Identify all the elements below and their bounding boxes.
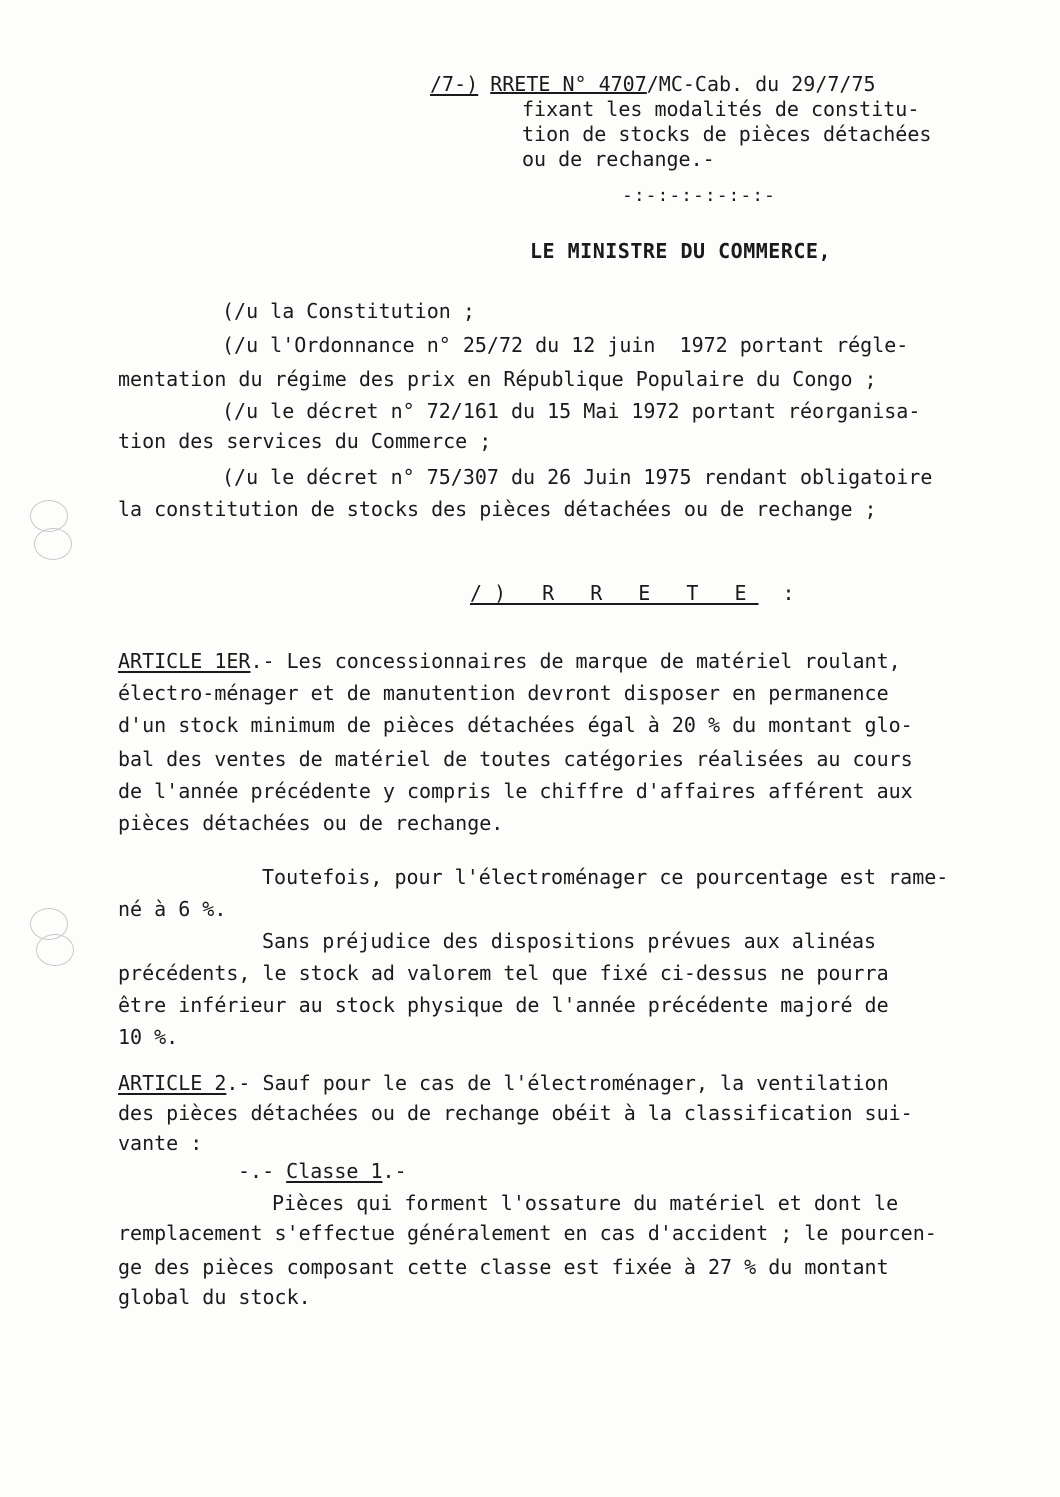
separator: -:-:-:-:-:-:- [622, 185, 776, 206]
article-1-first-line [118, 646, 901, 677]
article-2-first-line [118, 1068, 889, 1099]
visa-line-3: mentation du régime des prix en République Populaire du Congo ; [118, 367, 877, 391]
decree-title-colon: : [782, 581, 795, 605]
visa-line-1: (/u la Constitution ; [222, 299, 475, 323]
punch-hole-mark [30, 500, 68, 532]
article-1-line-6: pièces détachées ou de rechange. [118, 811, 504, 835]
article-1-para3-line-3: être inférieur au stock physique de l'année précédente majoré de [118, 993, 889, 1017]
class-1-line-3: ge des pièces composant cette classe est fixée à 27 % du montant [118, 1255, 889, 1279]
article-1-line-3: d'un stock minimum de pièces détachées égal à 20 % du montant glo- [118, 713, 913, 737]
authority-heading: LE MINISTRE DU COMMERCE, [530, 239, 831, 263]
article-1-para3-line-2: précédents, le stock ad valorem tel que fixé ci-dessus ne pourra [118, 961, 889, 985]
class-1-heading [238, 1156, 407, 1187]
header-reference-line [430, 72, 990, 97]
visa-line-4: (/u le décret n° 72/161 du 15 Mai 1972 portant réorganisa- [222, 399, 921, 423]
class-1-line-4: global du stock. [118, 1285, 311, 1309]
article-2-label: ARTICLE 2 [118, 1071, 227, 1095]
header-subject-line-3: ou de rechange.- [522, 147, 715, 171]
header-reference-rest: /MC-Cab. du 29/7/75 [646, 72, 876, 96]
article-1-line-1: .- Les concessionnaires de marque de matériel roulant, [250, 649, 901, 673]
class-1-label: Classe 1 [286, 1159, 383, 1183]
article-1-para2-line-2: né à 6 %. [118, 897, 227, 921]
header-subject-line-2: tion de stocks de pièces détachées [522, 122, 932, 146]
class-1-line-1: Pièces qui forment l'ossature du matériel et dont le [272, 1191, 899, 1215]
article-2-line-3: vante : [118, 1131, 203, 1155]
decree-title [470, 578, 795, 609]
article-1-line-2: électro-ménager et de manutention devront disposer en permanence [118, 681, 889, 705]
header-subject-line-1: fixant les modalités de constitu- [522, 97, 920, 121]
article-2-line-1: .- Sauf pour le cas de l'électroménager, la ventilation [226, 1071, 889, 1095]
article-1-line-5: de l'année précédente y compris le chiffre d'affaires afférent aux [118, 779, 913, 803]
article-2-line-2: des pièces détachées ou de rechange obéit à la classification sui- [118, 1101, 913, 1125]
visa-line-6: (/u le décret n° 75/307 du 26 Juin 1975 rendant obligatoire [222, 465, 933, 489]
decree-title-text: /) R R E T E [470, 581, 759, 605]
punch-hole-mark [34, 528, 72, 560]
header-reference-number: RRETE N° 4707 [490, 72, 647, 96]
punch-hole-mark [36, 934, 74, 966]
article-1-para3-line-4: 10 %. [118, 1025, 179, 1049]
decree-header [430, 72, 990, 172]
article-1-line-4: bal des ventes de matériel de toutes catégories réalisées au cours [118, 747, 913, 771]
class-1-prefix: -.- [238, 1159, 287, 1183]
visa-line-5: tion des services du Commerce ; [118, 429, 492, 453]
visa-line-2: (/u l'Ordonnance n° 25/72 du 12 juin 1972 portant régle- [222, 333, 909, 357]
class-1-line-2: remplacement s'effectue généralement en cas d'accident ; le pourcen- [118, 1221, 937, 1245]
visa-line-7: la constitution de stocks des pièces détachées ou de rechange ; [118, 497, 877, 521]
class-1-suffix: .- [382, 1159, 407, 1183]
article-1-para3-line-1: Sans préjudice des dispositions prévues aux alinéas [262, 929, 877, 953]
article-1-para2-line-1: Toutefois, pour l'électroménager ce pourcentage est rame- [262, 865, 949, 889]
article-1-label: ARTICLE 1ER [118, 649, 251, 673]
header-prefix: /7-) [430, 72, 479, 96]
